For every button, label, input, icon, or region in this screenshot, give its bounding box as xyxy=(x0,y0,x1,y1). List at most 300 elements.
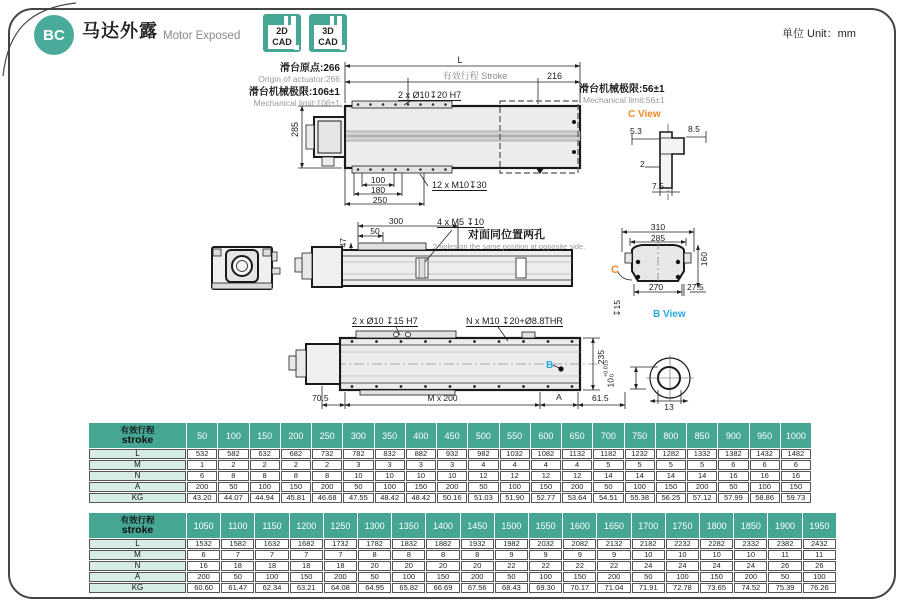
stroke-col-header: 1600 xyxy=(563,513,596,538)
value-cell: 20 xyxy=(461,561,494,571)
value-cell: 982 xyxy=(468,449,498,459)
value-cell: 4 xyxy=(531,460,561,470)
value-cell: 7 xyxy=(290,550,323,560)
value-cell: 8 xyxy=(392,550,425,560)
value-cell: 832 xyxy=(375,449,405,459)
value-cell: 10 xyxy=(734,550,767,560)
value-cell: 100 xyxy=(750,482,780,492)
value-cell: 16 xyxy=(750,471,780,481)
floppy-notch xyxy=(294,45,299,50)
value-cell: 4 xyxy=(468,460,498,470)
dim-300: 300 xyxy=(388,216,404,226)
dim-stroke: 有效行程 Stroke xyxy=(442,71,508,81)
note-mounting-threads-bottom: N x M10 ↧20+Ø8.8THR xyxy=(466,316,563,326)
value-cell: 3 xyxy=(437,460,467,470)
table-row xyxy=(89,460,811,470)
stroke-col-header: 1700 xyxy=(632,513,665,538)
value-cell: 50 xyxy=(495,572,528,582)
value-cell: 1882 xyxy=(426,539,459,549)
stroke-col-header: 900 xyxy=(718,423,748,448)
value-cell: 5 xyxy=(687,460,717,470)
value-cell: 8 xyxy=(281,471,311,481)
value-cell: 1182 xyxy=(593,449,623,459)
dim-180: 180 xyxy=(370,185,386,195)
value-cell: 16 xyxy=(781,471,811,481)
value-cell: 1432 xyxy=(750,449,780,459)
stroke-col-header: 1400 xyxy=(426,513,459,538)
value-cell: 10 xyxy=(343,471,373,481)
dim-285-height: 285 xyxy=(290,122,300,138)
table-row xyxy=(89,493,811,503)
dim-47: 47 xyxy=(338,238,348,248)
b-view-drawing xyxy=(630,355,694,404)
value-cell: 2032 xyxy=(529,539,562,549)
value-cell: 44.94 xyxy=(250,493,280,503)
note-dowel-holes-bottom: 2 x Ø10 ↧15 H7 xyxy=(352,316,418,326)
stroke-col-header: 1550 xyxy=(529,513,562,538)
value-cell: 732 xyxy=(312,449,342,459)
value-cell: 100 xyxy=(666,572,699,582)
value-cell: 11 xyxy=(803,550,836,560)
value-cell: 2 xyxy=(250,460,280,470)
stroke-col-header: 1850 xyxy=(734,513,767,538)
value-cell: 50 xyxy=(468,482,498,492)
value-cell: 12 xyxy=(562,471,592,481)
value-cell: 54.51 xyxy=(593,493,623,503)
table-row xyxy=(89,482,811,492)
value-cell: 632 xyxy=(250,449,280,459)
value-cell: 26 xyxy=(768,561,801,571)
value-cell: 20 xyxy=(358,561,391,571)
value-cell: 1132 xyxy=(562,449,592,459)
value-cell: 46.68 xyxy=(312,493,342,503)
stroke-col-header: 1350 xyxy=(392,513,425,538)
value-cell: 1732 xyxy=(324,539,357,549)
value-cell: 1632 xyxy=(255,539,288,549)
value-cell: 4 xyxy=(500,460,530,470)
value-cell: 1282 xyxy=(656,449,686,459)
cad-2d-label: 2D CAD xyxy=(268,25,296,49)
value-cell: 70.17 xyxy=(563,583,596,593)
stroke-col-header: 700 xyxy=(593,423,623,448)
stroke-col-header: 400 xyxy=(406,423,436,448)
note-mounting-threads-top: 12 x M10↧30 xyxy=(432,180,487,190)
value-cell: 6 xyxy=(187,550,220,560)
row-label: M xyxy=(89,550,186,560)
stroke-col-header: 800 xyxy=(656,423,686,448)
cad-2d-button[interactable] xyxy=(263,14,301,52)
value-cell: 200 xyxy=(461,572,494,582)
value-cell: 2082 xyxy=(563,539,596,549)
value-cell: 150 xyxy=(563,572,596,582)
stroke-col-header: 1150 xyxy=(255,513,288,538)
stroke-col-header: 1200 xyxy=(290,513,323,538)
value-cell: 2332 xyxy=(734,539,767,549)
table-row xyxy=(89,561,836,571)
value-cell: 1032 xyxy=(500,449,530,459)
value-cell: 2432 xyxy=(803,539,836,549)
value-cell: 1 xyxy=(187,460,217,470)
note-dowel-holes-top: 2 x Ø10↧20 H7 xyxy=(398,90,462,100)
dim-limit-right-en: Mechanical limit:56±1 xyxy=(583,95,665,105)
dim-216: 216 xyxy=(547,71,563,81)
value-cell: 200 xyxy=(187,482,217,492)
value-cell: 76.26 xyxy=(803,583,836,593)
value-cell: 100 xyxy=(375,482,405,492)
value-cell: 6 xyxy=(718,460,748,470)
b-section-marker: B xyxy=(546,360,554,371)
value-cell: 14 xyxy=(656,471,686,481)
value-cell: 50 xyxy=(593,482,623,492)
value-cell: 16 xyxy=(187,561,220,571)
value-cell: 2282 xyxy=(700,539,733,549)
stroke-col-header: 1050 xyxy=(187,513,220,538)
dim-origin-en: Origin of actuator:266 xyxy=(258,74,340,84)
stroke-col-header: 1450 xyxy=(461,513,494,538)
value-cell: 200 xyxy=(312,482,342,492)
value-cell: 18 xyxy=(221,561,254,571)
value-cell: 48.42 xyxy=(406,493,436,503)
stroke-col-header: 1300 xyxy=(358,513,391,538)
dim-5-3: 5.3 xyxy=(630,126,642,136)
value-cell: 9 xyxy=(529,550,562,560)
stroke-col-header: 200 xyxy=(281,423,311,448)
value-cell: 200 xyxy=(687,482,717,492)
note-side-threads: 4 x M5 ↧10 xyxy=(437,217,485,227)
unit-label: 单位 Unit：mm xyxy=(782,28,856,40)
b-view-depth-note: ↧15 xyxy=(612,300,622,317)
value-cell: 682 xyxy=(281,449,311,459)
c-view-title: C View xyxy=(628,109,661,120)
value-cell: 51.03 xyxy=(468,493,498,503)
stroke-col-header: 1000 xyxy=(781,423,811,448)
stroke-col-header: 250 xyxy=(312,423,342,448)
stroke-col-header: 100 xyxy=(218,423,248,448)
stroke-spec-table-2 xyxy=(88,512,837,594)
value-cell: 57.12 xyxy=(687,493,717,503)
value-cell: 2 xyxy=(218,460,248,470)
value-cell: 150 xyxy=(406,482,436,492)
value-cell: 782 xyxy=(343,449,373,459)
value-cell: 24 xyxy=(734,561,767,571)
value-cell: 932 xyxy=(437,449,467,459)
value-cell: 10 xyxy=(666,550,699,560)
value-cell: 52.77 xyxy=(531,493,561,503)
value-cell: 150 xyxy=(656,482,686,492)
stroke-col-header: 1900 xyxy=(768,513,801,538)
stroke-header: 有效行程 stroke xyxy=(89,423,186,448)
table-row xyxy=(89,583,836,593)
value-cell: 2132 xyxy=(597,539,630,549)
dim-limit-left-en: Mechanical limit:106±1 xyxy=(253,98,340,108)
value-cell: 8 xyxy=(218,471,248,481)
value-cell: 69.30 xyxy=(529,583,562,593)
value-cell: 6 xyxy=(781,460,811,470)
value-cell: 5 xyxy=(593,460,623,470)
value-cell: 3 xyxy=(343,460,373,470)
row-label: KG xyxy=(89,583,186,593)
value-cell: 100 xyxy=(255,572,288,582)
value-cell: 20 xyxy=(426,561,459,571)
row-label: N xyxy=(89,561,186,571)
value-cell: 65.82 xyxy=(392,583,425,593)
value-cell: 1582 xyxy=(221,539,254,549)
value-cell: 10 xyxy=(375,471,405,481)
value-cell: 100 xyxy=(392,572,425,582)
value-cell: 64.08 xyxy=(324,583,357,593)
value-cell: 100 xyxy=(529,572,562,582)
value-cell: 6 xyxy=(750,460,780,470)
dim-limit-left-zh: 滑台机械极限:106±1 xyxy=(248,87,340,98)
value-cell: 2182 xyxy=(632,539,665,549)
value-cell: 22 xyxy=(597,561,630,571)
cad-3d-button[interactable] xyxy=(309,14,347,52)
stroke-col-header: 850 xyxy=(687,423,717,448)
value-cell: 8 xyxy=(426,550,459,560)
dim-310: 310 xyxy=(650,222,666,232)
stroke-col-header: 1800 xyxy=(700,513,733,538)
dim-A: A xyxy=(556,392,562,402)
floppy-notch xyxy=(340,45,345,50)
value-cell: 73.65 xyxy=(700,583,733,593)
value-cell: 10 xyxy=(437,471,467,481)
value-cell: 61.47 xyxy=(221,583,254,593)
value-cell: 12 xyxy=(531,471,561,481)
value-cell: 2 xyxy=(312,460,342,470)
value-cell: 16 xyxy=(718,471,748,481)
value-cell: 24 xyxy=(632,561,665,571)
value-cell: 12 xyxy=(468,471,498,481)
value-cell: 22 xyxy=(495,561,528,571)
value-cell: 14 xyxy=(687,471,717,481)
stroke-col-header: 1100 xyxy=(221,513,254,538)
row-label: A xyxy=(89,572,186,582)
value-cell: 44.07 xyxy=(218,493,248,503)
value-cell: 74.52 xyxy=(734,583,767,593)
value-cell: 8 xyxy=(312,471,342,481)
value-cell: 22 xyxy=(563,561,596,571)
value-cell: 50 xyxy=(632,572,665,582)
value-cell: 68.43 xyxy=(495,583,528,593)
dim-7-5: 7.5 xyxy=(652,181,664,191)
dim-27-5: 27.5 xyxy=(687,282,704,292)
value-cell: 66.69 xyxy=(426,583,459,593)
value-cell: 10 xyxy=(700,550,733,560)
value-cell: 1232 xyxy=(625,449,655,459)
row-label: A xyxy=(89,482,186,492)
value-cell: 59.73 xyxy=(781,493,811,503)
value-cell: 7 xyxy=(221,550,254,560)
value-cell: 4 xyxy=(562,460,592,470)
value-cell: 200 xyxy=(734,572,767,582)
stroke-col-header: 600 xyxy=(531,423,561,448)
stroke-col-header: 50 xyxy=(187,423,217,448)
value-cell: 200 xyxy=(324,572,357,582)
dim-13: 13 xyxy=(664,402,674,412)
value-cell: 22 xyxy=(529,561,562,571)
value-cell: 50 xyxy=(718,482,748,492)
row-label: N xyxy=(89,471,186,481)
value-cell: 56.25 xyxy=(656,493,686,503)
value-cell: 71.91 xyxy=(632,583,665,593)
value-cell: 50.16 xyxy=(437,493,467,503)
value-cell: 5 xyxy=(625,460,655,470)
dim-L: L xyxy=(457,55,463,65)
dim-10: 10 xyxy=(605,378,616,388)
value-cell: 50 xyxy=(218,482,248,492)
value-cell: 43.20 xyxy=(187,493,217,503)
stroke-col-header: 500 xyxy=(468,423,498,448)
value-cell: 18 xyxy=(290,561,323,571)
value-cell: 100 xyxy=(250,482,280,492)
stroke-col-header: 1500 xyxy=(495,513,528,538)
stroke-col-header: 450 xyxy=(437,423,467,448)
dim-100: 100 xyxy=(370,175,386,185)
row-label: L xyxy=(89,539,186,549)
value-cell: 67.56 xyxy=(461,583,494,593)
value-cell: 200 xyxy=(437,482,467,492)
value-cell: 150 xyxy=(281,482,311,492)
stroke-col-header: 350 xyxy=(375,423,405,448)
table-row xyxy=(89,539,836,549)
value-cell: 200 xyxy=(597,572,630,582)
value-cell: 1782 xyxy=(358,539,391,549)
dim-limit-right-zh: 滑台机械极限:56±1 xyxy=(579,84,665,95)
value-cell: 60.60 xyxy=(187,583,220,593)
value-cell: 6 xyxy=(187,471,217,481)
value-cell: 53.64 xyxy=(562,493,592,503)
dim-270: 270 xyxy=(648,282,664,292)
value-cell: 582 xyxy=(218,449,248,459)
value-cell: 1482 xyxy=(781,449,811,459)
dim-250: 250 xyxy=(372,195,388,205)
value-cell: 150 xyxy=(531,482,561,492)
stroke-col-header: 1950 xyxy=(803,513,836,538)
value-cell: 1532 xyxy=(187,539,220,549)
table-row xyxy=(89,471,811,481)
value-cell: 14 xyxy=(625,471,655,481)
value-cell: 1832 xyxy=(392,539,425,549)
value-cell: 72.78 xyxy=(666,583,699,593)
value-cell: 50 xyxy=(358,572,391,582)
value-cell: 50 xyxy=(221,572,254,582)
value-cell: 11 xyxy=(768,550,801,560)
value-cell: 47.55 xyxy=(343,493,373,503)
stroke-col-header: 1650 xyxy=(597,513,630,538)
stroke-col-header: 550 xyxy=(500,423,530,448)
c-section-marker: C xyxy=(611,264,619,276)
dim-2: 2 xyxy=(640,159,645,169)
dim-61-5: 61.5 xyxy=(592,393,609,403)
row-label: KG xyxy=(89,493,186,503)
value-cell: 64.95 xyxy=(358,583,391,593)
stroke-col-header: 1750 xyxy=(666,513,699,538)
value-cell: 62.34 xyxy=(255,583,288,593)
value-cell: 48.42 xyxy=(375,493,405,503)
value-cell: 200 xyxy=(187,572,220,582)
value-cell: 24 xyxy=(700,561,733,571)
stroke-header: 有效行程 stroke xyxy=(89,513,186,538)
dim-origin-zh: 滑台原点:266 xyxy=(279,63,340,74)
stroke-col-header: 650 xyxy=(562,423,592,448)
value-cell: 7 xyxy=(255,550,288,560)
value-cell: 1082 xyxy=(531,449,561,459)
value-cell: 150 xyxy=(700,572,733,582)
dim-m-x-200: M x 200 xyxy=(427,393,458,403)
series-badge: BC xyxy=(34,15,74,55)
value-cell: 10 xyxy=(632,550,665,560)
value-cell: 1982 xyxy=(495,539,528,549)
value-cell: 26 xyxy=(803,561,836,571)
value-cell: 100 xyxy=(500,482,530,492)
stroke-col-header: 950 xyxy=(750,423,780,448)
value-cell: 2382 xyxy=(768,539,801,549)
stroke-col-header: 150 xyxy=(250,423,280,448)
value-cell: 3 xyxy=(375,460,405,470)
value-cell: 150 xyxy=(290,572,323,582)
value-cell: 50 xyxy=(768,572,801,582)
stroke-col-header: 300 xyxy=(343,423,373,448)
value-cell: 14 xyxy=(593,471,623,481)
note-opposite-en: 2 holes on the same position at opposite side. xyxy=(433,242,586,251)
value-cell: 2 xyxy=(281,460,311,470)
dim-10-tolerance xyxy=(604,360,616,387)
value-cell: 8 xyxy=(250,471,280,481)
value-cell: 150 xyxy=(781,482,811,492)
value-cell: 75.39 xyxy=(768,583,801,593)
row-label: M xyxy=(89,460,186,470)
value-cell: 18 xyxy=(324,561,357,571)
value-cell: 51.90 xyxy=(500,493,530,503)
value-cell: 100 xyxy=(803,572,836,582)
dim-160: 160 xyxy=(699,252,709,267)
value-cell: 50 xyxy=(343,482,373,492)
value-cell: 55.38 xyxy=(625,493,655,503)
value-cell: 1932 xyxy=(461,539,494,549)
dim-70-5: 70.5 xyxy=(312,393,329,403)
value-cell: 1682 xyxy=(290,539,323,549)
page-title-en: Motor Exposed xyxy=(163,30,241,42)
cad-3d-label: 3D CAD xyxy=(314,25,342,49)
value-cell: 12 xyxy=(500,471,530,481)
value-cell: 57.99 xyxy=(718,493,748,503)
value-cell: 2232 xyxy=(666,539,699,549)
row-label: L xyxy=(89,449,186,459)
value-cell: 3 xyxy=(406,460,436,470)
dim-8-5: 8.5 xyxy=(688,124,700,134)
table-row xyxy=(89,449,811,459)
table-row xyxy=(89,572,836,582)
value-cell: 9 xyxy=(597,550,630,560)
dim-235: 235 xyxy=(596,350,606,365)
value-cell: 1382 xyxy=(718,449,748,459)
stroke-spec-table-1 xyxy=(88,422,812,504)
page-title-zh: 马达外露 xyxy=(82,21,158,41)
stroke-col-header: 1250 xyxy=(324,513,357,538)
tolerance-stack: +0.015 0 xyxy=(603,360,616,378)
dim-50: 50 xyxy=(370,226,380,236)
dim-285-width: 285 xyxy=(650,233,666,243)
value-cell: 8 xyxy=(461,550,494,560)
value-cell: 63.21 xyxy=(290,583,323,593)
value-cell: 10 xyxy=(406,471,436,481)
value-cell: 58.86 xyxy=(750,493,780,503)
value-cell: 8 xyxy=(358,550,391,560)
value-cell: 5 xyxy=(656,460,686,470)
table-row xyxy=(89,550,836,560)
b-view-title: B View xyxy=(653,309,686,320)
value-cell: 1332 xyxy=(687,449,717,459)
